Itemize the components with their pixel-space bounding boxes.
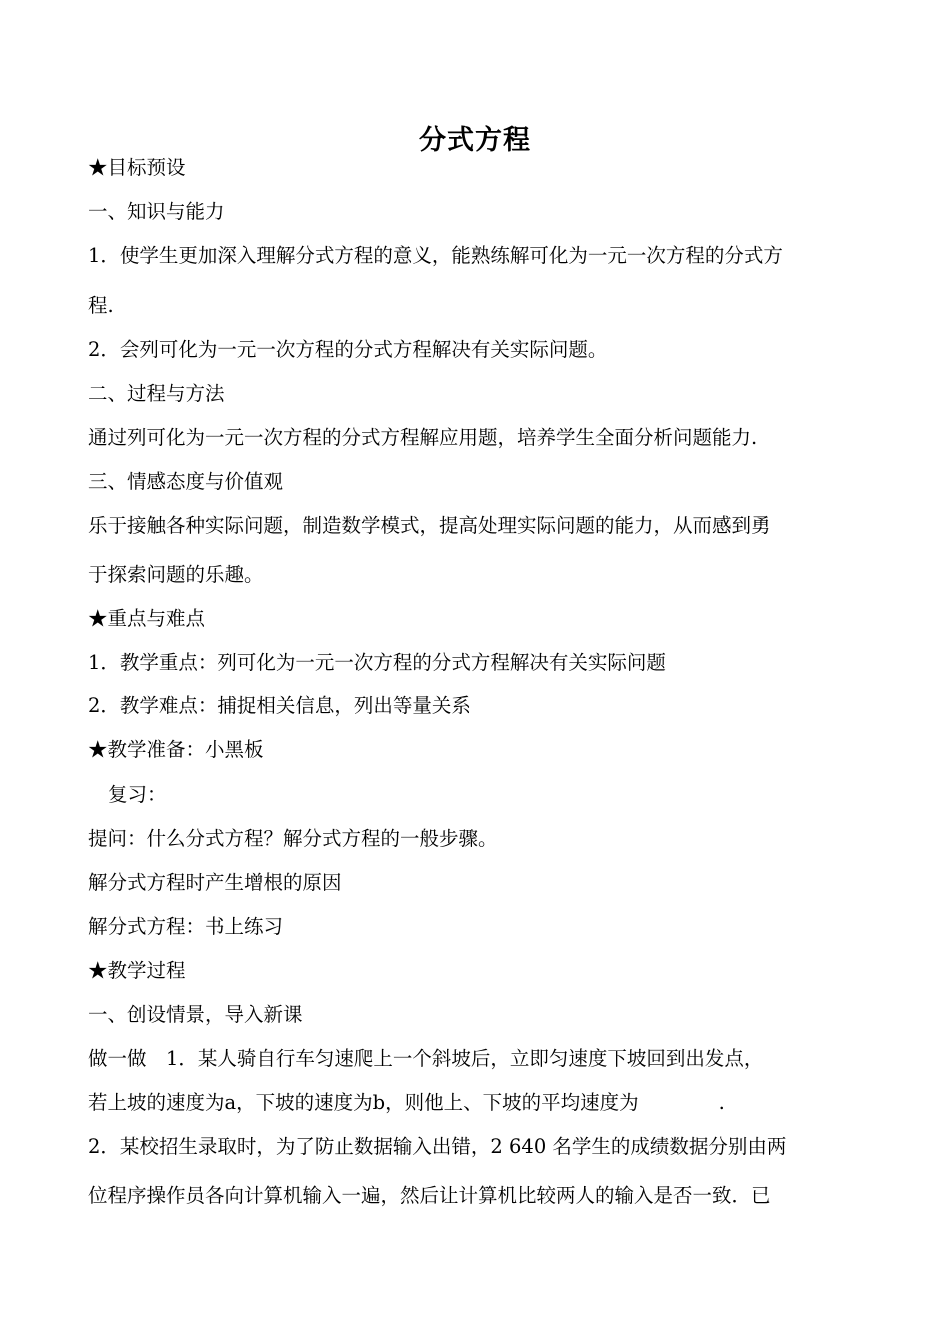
paragraph-line: 2．会列可化为一元一次方程的分式方程解决有关实际问题。 <box>88 338 608 361</box>
paragraph-line: 解分式方程时产生增根的原因 <box>88 871 342 894</box>
paragraph-line: 乐于接触各种实际问题，制造数学模式，提高处理实际问题的能力，从而感到勇 <box>88 514 771 537</box>
paragraph-line: 1．使学生更加深入理解分式方程的意义，能熟练解可化为一元一次方程的分式方 <box>88 244 783 267</box>
paragraph-line: 1．教学重点：列可化为一元一次方程的分式方程解决有关实际问题 <box>88 651 666 674</box>
paragraph-line: 2．某校招生录取时，为了防止数据输入出错，2 640 名学生的成绩数据分别由两 <box>88 1135 787 1158</box>
paragraph-line: 提问：什么分式方程？解分式方程的一般步骤。 <box>88 827 498 850</box>
paragraph-line: 做一做 1．某人骑自行车匀速爬上一个斜坡后，立即匀速度下坡回到出发点， <box>88 1047 764 1070</box>
question-end: . <box>718 1091 725 1114</box>
section-heading-goals: ★目标预设 <box>88 156 186 179</box>
paragraph-line: 解分式方程：书上练习 <box>88 915 284 938</box>
subheading-attitude: 三、情感态度与价值观 <box>88 470 284 493</box>
paragraph-line: 程. <box>88 294 114 317</box>
section-heading-process: ★教学过程 <box>88 959 186 982</box>
subheading-intro: 一、创设情景，导入新课 <box>88 1003 303 1026</box>
paragraph-line: 位程序操作员各向计算机输入一遍，然后让计算机比较两人的输入是否一致．已 <box>88 1184 771 1207</box>
paragraph-line-with-blank <box>88 1089 862 1117</box>
page-title: 分式方程 <box>419 125 531 156</box>
question-text: 若上坡的速度为a，下坡的速度为b，则他上、下坡的平均速度为 <box>88 1091 639 1114</box>
paragraph-line: 2．教学难点：捕捉相关信息，列出等量关系 <box>88 694 471 717</box>
section-heading-preparation: ★教学准备：小黑板 <box>88 738 264 761</box>
section-heading-keypoints: ★重点与难点 <box>88 607 206 630</box>
subheading-knowledge: 一、知识与能力 <box>88 200 225 223</box>
paragraph-line: 通过列可化为一元一次方程的分式方程解应用题，培养学生全面分析问题能力. <box>88 426 758 449</box>
paragraph-line: 于探索问题的乐趣。 <box>88 563 264 586</box>
subheading-process: 二、过程与方法 <box>88 382 225 405</box>
subheading-review: 复习： <box>108 783 167 806</box>
